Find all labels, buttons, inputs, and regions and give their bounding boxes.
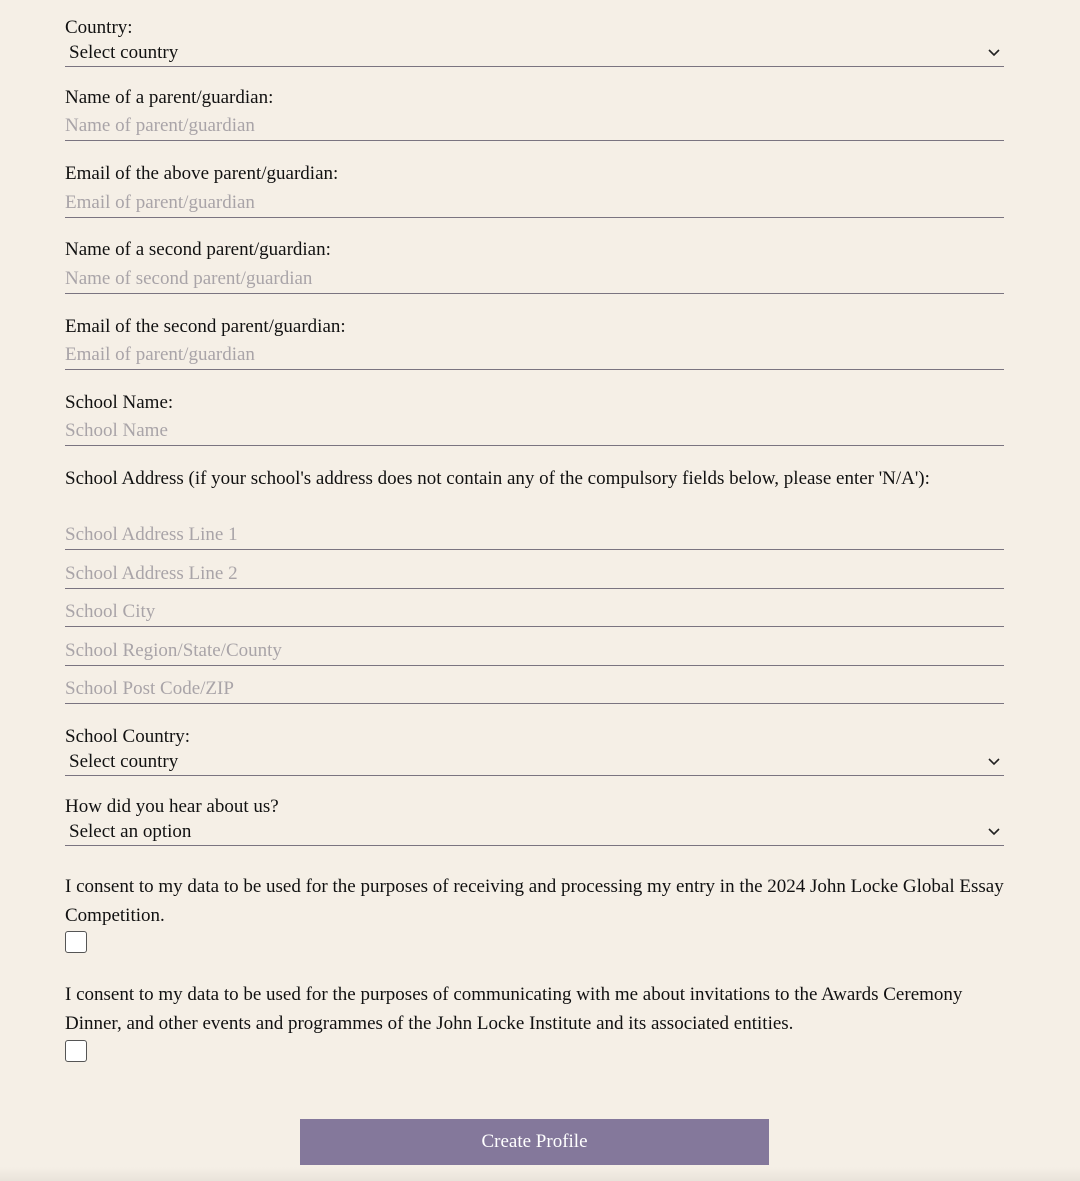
parent-name-field-wrap: [65, 112, 1004, 141]
second-parent-email-field-wrap: [65, 341, 1004, 370]
school-region-input[interactable]: [65, 637, 1004, 665]
school-city-wrap: [65, 598, 1004, 627]
second-parent-name-input[interactable]: [65, 265, 1004, 293]
hear-about-label: How did you hear about us?: [65, 796, 279, 817]
school-address-line1-input[interactable]: [65, 521, 1004, 549]
parent-email-field-wrap: [65, 189, 1004, 218]
chevron-down-icon: [988, 825, 1000, 837]
second-parent-name-label: Name of a second parent/guardian:: [65, 239, 331, 260]
school-country-select[interactable]: [65, 749, 1004, 776]
second-parent-name-field-wrap: [65, 265, 1004, 294]
second-parent-email-label: Email of the second parent/guardian:: [65, 316, 346, 337]
school-name-input[interactable]: [65, 417, 1004, 445]
school-address-line1-wrap: [65, 521, 1004, 550]
bottom-shadow: [0, 1167, 1080, 1181]
school-city-input[interactable]: [65, 598, 1004, 626]
school-address-line2-wrap: [65, 560, 1004, 589]
country-select-value: Select country: [69, 42, 179, 63]
consent-events-checkbox[interactable]: [65, 1040, 87, 1062]
second-parent-email-input[interactable]: [65, 341, 1004, 369]
school-region-wrap: [65, 637, 1004, 666]
hear-about-select-value: Select an option: [69, 821, 192, 842]
school-name-label: School Name:: [65, 392, 174, 413]
parent-name-input[interactable]: [65, 112, 1004, 140]
consent-entry-text: I consent to my data to be used for the purposes of receiving and processing my entry in the 2024 John Locke Global Essay Competition.: [65, 876, 1004, 926]
school-postcode-input[interactable]: [65, 675, 1004, 703]
parent-name-label: Name of a parent/guardian:: [65, 87, 274, 108]
consent-entry-checkbox[interactable]: [65, 931, 87, 953]
school-address-label: School Address (if your school's address does not contain any of the compulsory fields below, please enter 'N/A'):: [65, 468, 930, 489]
school-name-field-wrap: [65, 417, 1004, 446]
parent-email-label: Email of the above parent/guardian:: [65, 163, 339, 184]
hear-about-select[interactable]: [65, 819, 1004, 846]
chevron-down-icon: [988, 46, 1000, 58]
school-country-select-value: Select country: [69, 751, 179, 772]
chevron-down-icon: [988, 755, 1000, 767]
country-label: Country:: [65, 17, 133, 38]
create-profile-button[interactable]: Create Profile: [300, 1119, 769, 1165]
consent-events-text: I consent to my data to be used for the purposes of communicating with me about invitations to the Awards Ceremony Dinner, and other events and programmes of the John Locke Institute and its associated entities.: [65, 984, 963, 1034]
school-country-label: School Country:: [65, 726, 191, 747]
school-address-line2-input[interactable]: [65, 560, 1004, 588]
country-select[interactable]: [65, 40, 1004, 67]
school-postcode-wrap: [65, 675, 1004, 704]
parent-email-input[interactable]: [65, 189, 1004, 217]
